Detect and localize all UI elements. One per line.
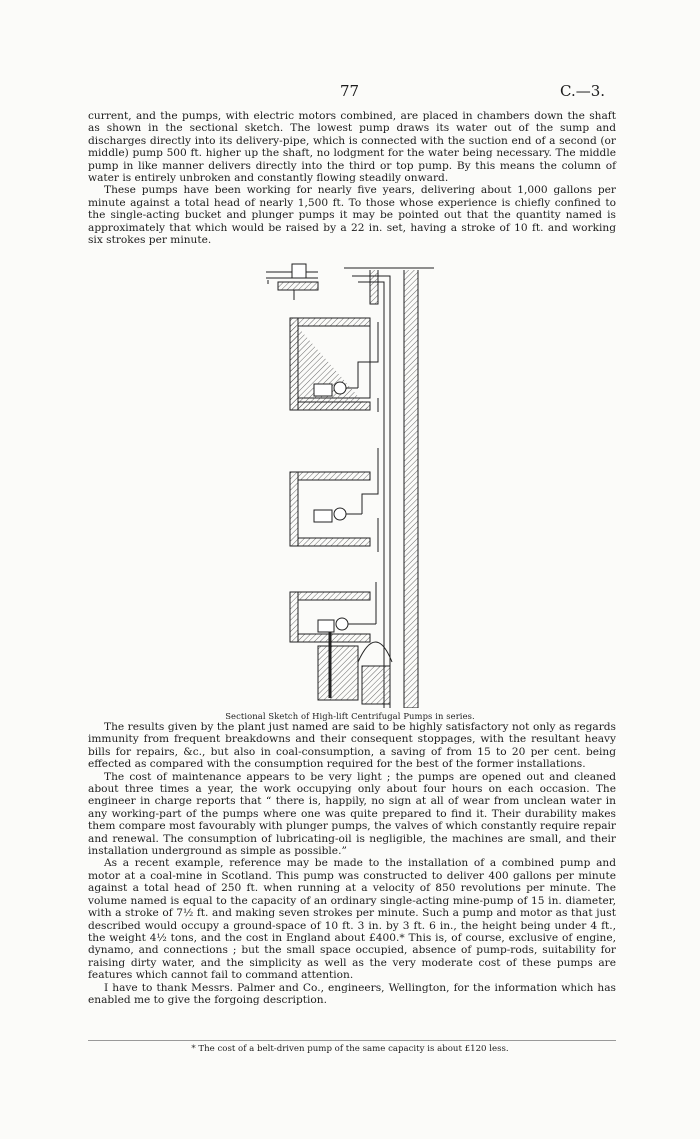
body-text-bottom [88,721,616,1006]
pump-chamber-top [290,318,378,412]
paragraph: I have to thank Messrs. Palmer and Co., engineers, Wellington, for the information which has enabled me to give the forgoing description. [88,981,616,1006]
sectional-sketch [258,262,448,708]
figure-caption: Sectional Sketch of High-lift Centrifugal Pumps in series. [225,711,475,721]
pump-chamber-middle [290,448,378,552]
page-code: C.—3. [560,82,606,100]
body-text-top [88,110,616,246]
paragraph: current, and the pumps, with electric motors combined, are placed in chambers down the shaft as shown in the sectional sketch. The lowest pump draws its water out of the sump and discharges directly into its delivery-pipe, which is connected with the suction end of a second (or middle) pump 500 ft. higher up the shaft, no lodgment for the water being necessary. The middle pump in like manner delivers directly into the third or top pump. By this means the column of water is entirely unbroken and constantly flowing steadily onward. [88,110,616,185]
sump [318,632,392,704]
page-number: 77 [340,82,360,100]
surface-engine [266,264,318,300]
paragraph: These pumps have been working for nearly five years, delivering about 1,000 gallons per minute against a total head of nearly 1,500 ft. To those whose experience is chiefly confined to the single-acting bucket and plunger pumps it may be pointed out that the quantity named is approximately that which would be raised by a 22 in. set, having a stroke of 10 ft. and working six strokes per minute. [88,184,616,247]
paragraph: The cost of maintenance appears to be very light ; the pumps are opened out and cleaned about three times a year, the work occupying only about four hours on each occasion. The engineer in charge reports that “ there is, happily, no sign at all of wear from unclean water in any working-part of the pumps where one was quite prepared to find it. Their durability makes them compare most favourably with plunger pumps, the valves of which constantly require repair and renewal. The consumption of lubricating-oil is negligible, the machines are small, and their installation underground as simple as possible.” [88,770,616,858]
pump-chamber-bottom [290,582,376,642]
paragraph: As a recent example, reference may be made to the installation of a combined pump and motor at a coal-mine in Scotland. This pump was constructed to deliver 400 gallons per minute against a total head of 250 ft. when running at a velocity of 850 revolutions per minute. The volume named is equal to the capacity of an ordinary single-acting mine-pump of 15 in. diameter, with a stroke of 7½ ft. and making seven strokes per minute. Such a pump and motor as that just described would occupy a ground-space of 10 ft. 3 in. by 3 ft. 6 in., the height being under 4 ft., the weight 4½ tons, and the cost in England about £400.* This is, of course, exclusive of engine, dynamo, and connections ; but the small space occupied, absence of pump-rods, suitability for raising dirty water, and the simplicity as well as the very moderate cost of these pumps are features which cannot fail to command attention. [88,857,616,982]
footnote: * The cost of a belt-driven pump of the same capacity is about £120 less. [191,1044,509,1054]
footnote-divider [88,1040,616,1041]
paragraph: The results given by the plant just named are said to be highly satisfactory not only as regards immunity from frequent breakdowns and their consequent stoppages, with the resultant heavy bills for repairs, &c., but also in coal-consumption, a saving of from 15 to 20 per cent. being effected as compared with the consumption required for the best of the former installations. [88,721,616,771]
